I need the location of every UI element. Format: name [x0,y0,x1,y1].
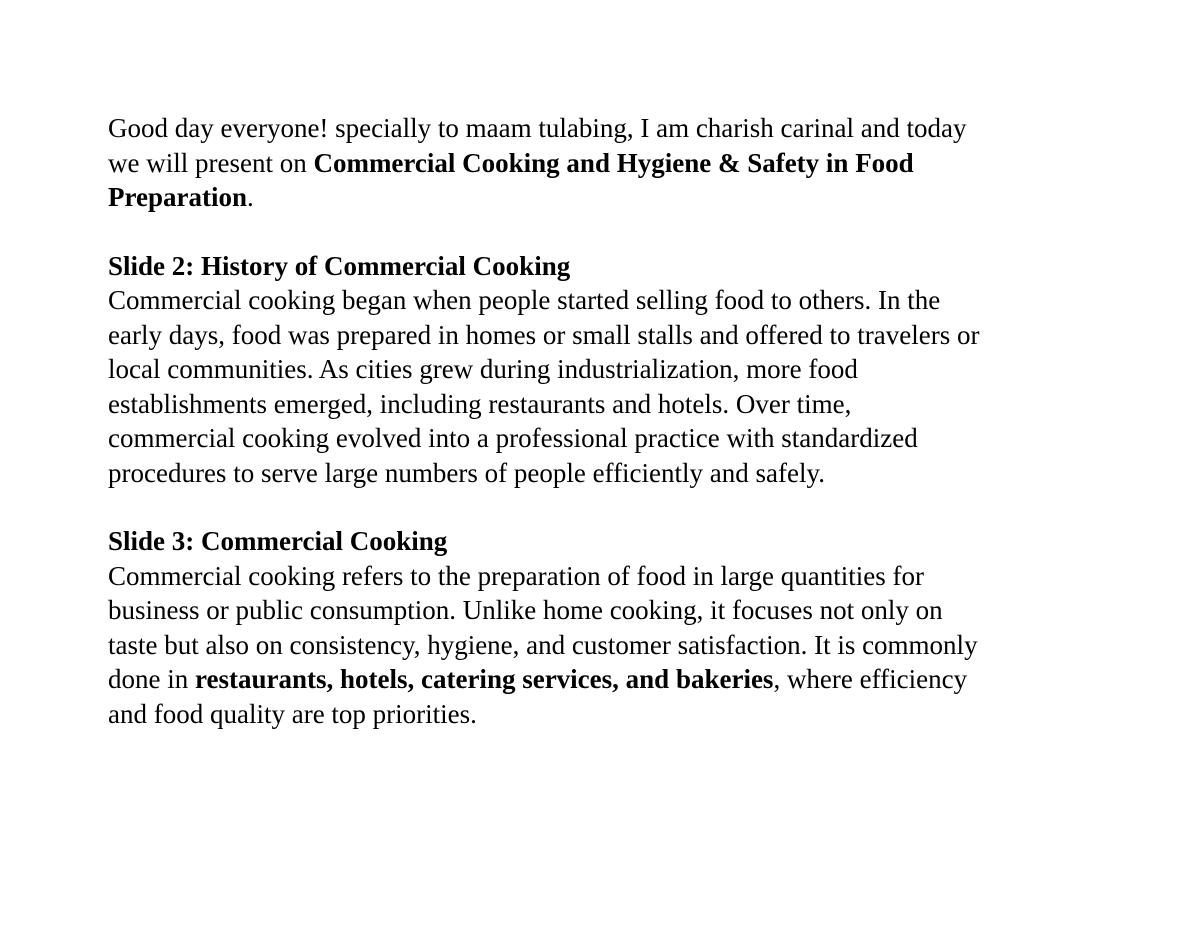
slide-2-line: local communities. As cities grew during industrialization, more food [108,354,858,384]
document-page [108,111,1108,731]
slide-3-line: business or public consumption. Unlike home cooking, it focuses not only on [108,595,943,625]
intro-line-2-prefix: we will present on [108,147,314,178]
slide-2-line: Commercial cooking began when people started selling food to others. In the [108,285,941,315]
intro-line-1: Good day everyone! specially to maam tulabing, I am charish carinal and today [108,113,967,143]
slide-2-heading: Slide 2: History of Commercial Cooking [108,250,571,281]
slide-2-section [108,249,1108,491]
intro-topic-bold-end: Preparation [108,182,247,212]
slide-2-line: commercial cooking evolved into a professional practice with standardized [108,423,918,453]
slide-3-line-4-suffix: , where efficiency [773,664,968,694]
slide-2-line: establishments emerged, including restaurants and hotels. Over time, [108,388,852,419]
intro-topic-bold: Commercial Cooking and Hygiene & Safety in Food [313,147,914,178]
slide-2-line: procedures to serve large numbers of people efficiently and safely. [108,457,825,488]
slide-3-venues-bold: restaurants, hotels, catering services, and bakeries [195,664,774,694]
slide-3-line: Commercial cooking refers to the preparation of food in large quantities for [108,560,924,591]
slide-3-line-4-prefix: done in [108,664,195,694]
slide-3-heading: Slide 3: Commercial Cooking [108,526,448,556]
paragraph-spacer [108,215,1108,249]
intro-line-3-suffix: . [246,182,254,212]
slide-2-line: early days, food was prepared in homes or small stalls and offered to travelers or [108,319,980,350]
paragraph-spacer [108,490,1108,524]
slide-3-section [108,524,1108,731]
intro-paragraph [108,111,1108,215]
slide-3-line: and food quality are top priorities. [108,698,477,729]
slide-3-line: taste but also on consistency, hygiene, and customer satisfaction. It is commonly [108,629,978,660]
